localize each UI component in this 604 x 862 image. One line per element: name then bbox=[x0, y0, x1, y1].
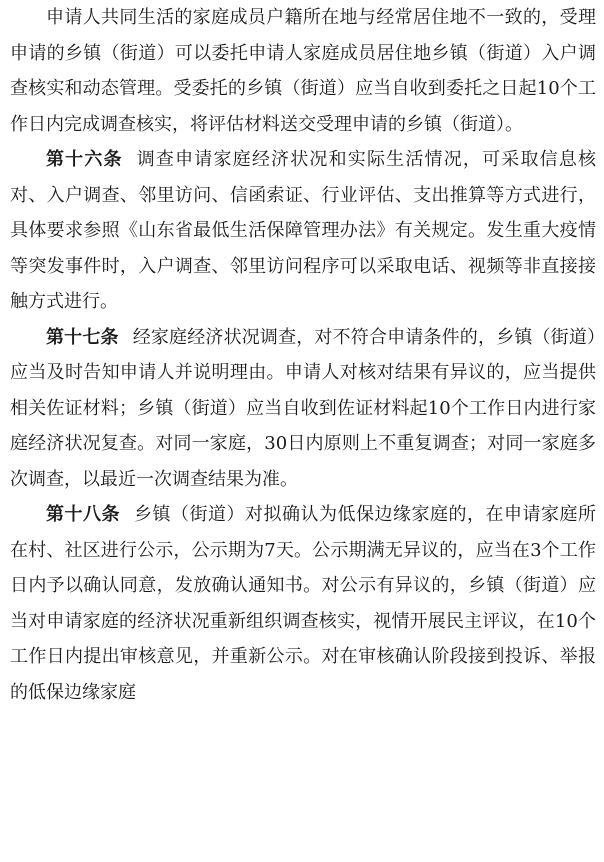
paragraph-article-17 bbox=[10, 320, 596, 498]
article-number: 第十八条 bbox=[46, 504, 120, 525]
paragraph-article-16 bbox=[10, 142, 596, 320]
paragraph-text: 乡镇（街道）对拟确认为低保边缘家庭的，在申请家庭所在村、社区进行公示，公示期为7天。公示期满无异议的，应当在3个工作日内予以确认同意，发放确认通知书。对公示有异议的，乡镇（街道）应当对申请家庭的经济状况重新组织调查核实，视情开展民主评议，在10个工作日内提出审核意见，并重新公示。对在审核确认阶段接到投诉、举报的低保边缘家庭 bbox=[10, 504, 596, 703]
paragraph-article-18 bbox=[10, 497, 596, 710]
article-number: 第十六条 bbox=[46, 149, 123, 170]
paragraph-text: 经家庭经济状况调查，对不符合申请条件的，乡镇（街道）应当及时告知申请人并说明理由。申请人对核对结果有异议的，应当提供相关佐证材料；乡镇（街道）应当自收到佐证材料起10个工作日内进行家庭经济状况复查。对同一家庭，30日内原则上不重复调查；对同一家庭多次调查，以最近一次调查结果为准。 bbox=[10, 326, 597, 490]
paragraph-text: 调查申请家庭经济状况和实际生活情况，可采取信息核对、入户调查、邻里访问、信函索证、行业评估、支出推算等方式进行，具体要求参照《山东省最低生活保障管理办法》有关规定。发生重大疫情等突发事件时，入户调查、邻里访问程序可以采取电话、视频等非直接接触方式进行。 bbox=[10, 149, 597, 312]
article-number: 第十七条 bbox=[46, 326, 119, 348]
paragraph-commissioned-investigation bbox=[10, 0, 596, 142]
paragraph-text: 申请人共同生活的家庭成员户籍所在地与经常居住地不一致的，受理申请的乡镇（街道）可以委托申请人家庭成员居住地乡镇（街道）入户调查核实和动态管理。受委托的乡镇（街道）应当自收到委托之日起10个工作日内完成调查核实，将评估材料送交受理申请的乡镇（街道）。 bbox=[10, 7, 596, 135]
